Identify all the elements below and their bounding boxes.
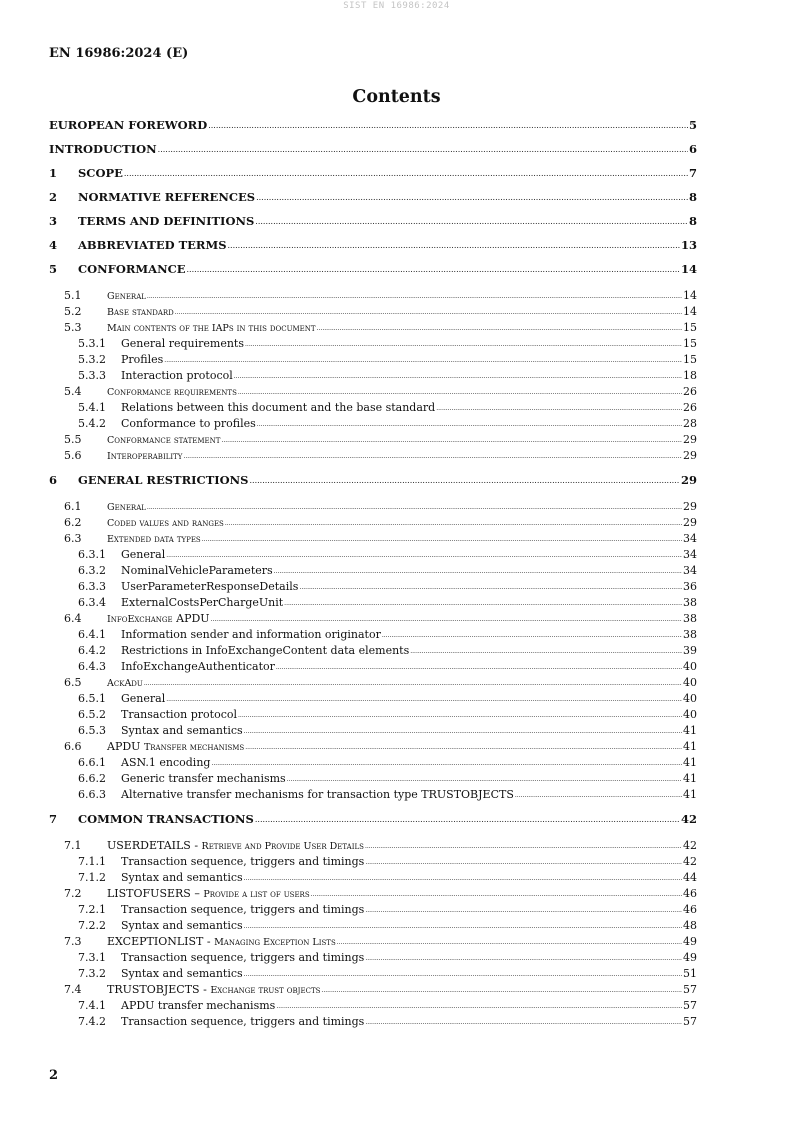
toc-entry-title: ExternalCostsPerChargeUnit: [121, 596, 284, 609]
toc-entry-page: 41: [683, 772, 697, 785]
toc-entry[interactable]: [49, 811, 697, 835]
toc-entry-page: 38: [683, 628, 697, 641]
toc-entry-page: 29: [680, 473, 697, 487]
toc-leader-dots: [284, 597, 682, 611]
toc-leader-dots: [158, 142, 688, 158]
toc-entry-page: 51: [683, 967, 697, 980]
toc-entry-number: 7.4.2: [78, 1015, 106, 1028]
toc-entry-title: APDU transfer mechanisms: [121, 999, 276, 1012]
toc-entry[interactable]: [49, 213, 697, 237]
toc-entry[interactable]: [49, 724, 697, 740]
toc-entry-title-main: InfoExchange: [107, 614, 173, 625]
toc-leader-dots: [244, 725, 682, 739]
toc-entry[interactable]: [49, 967, 697, 983]
toc-leader-dots: [245, 741, 682, 755]
toc-entry-page: 57: [683, 999, 697, 1012]
toc-entry-title: [107, 887, 310, 902]
toc-entry-number: 6.4: [64, 612, 82, 625]
toc-entry[interactable]: [49, 740, 697, 756]
toc-entry-page: 14: [680, 262, 697, 276]
toc-entry-title: Interoperability: [107, 451, 183, 462]
toc-leader-dots: [255, 214, 688, 230]
toc-entry[interactable]: [49, 692, 697, 708]
toc-entry[interactable]: [49, 1015, 697, 1031]
toc-entry-number: 6.3: [64, 532, 82, 545]
toc-entry-title-prefix: LISTOFUSERS –: [107, 887, 204, 900]
toc-entry[interactable]: [49, 516, 697, 532]
toc-entry-page: 41: [683, 788, 697, 801]
toc-entry[interactable]: [49, 580, 697, 596]
toc-entry-number: 5: [49, 262, 58, 276]
toc-entry-number: 6.6.3: [78, 788, 106, 801]
toc-entry-title: Coded values and ranges: [107, 518, 224, 529]
toc-entry-number: 7.3: [64, 935, 82, 948]
toc-entry-title: SCOPE: [78, 166, 123, 180]
toc-entry-title: ASN.1 encoding: [121, 756, 211, 769]
toc-leader-dots: [124, 166, 688, 182]
toc-leader-dots: [238, 709, 682, 723]
toc-leader-dots: [274, 565, 682, 579]
toc-entry[interactable]: [49, 289, 697, 305]
toc-entry-title: AckAdu: [107, 678, 143, 689]
toc-entry-page: 42: [680, 812, 697, 826]
toc-leader-dots: [321, 984, 682, 998]
toc-entry-title: General requirements: [121, 337, 244, 350]
toc-entry-number: 6.5: [64, 676, 82, 689]
toc-entry[interactable]: [49, 189, 697, 213]
toc-entry-number: 6.3.2: [78, 564, 106, 577]
toc-entry-number: 6.5.2: [78, 708, 106, 721]
toc-entry[interactable]: [49, 772, 697, 788]
toc-entry[interactable]: [49, 321, 697, 337]
toc-entry-page: 42: [683, 839, 697, 852]
toc-entry-page: 41: [683, 740, 697, 753]
toc-entry-page: 6: [688, 142, 697, 156]
toc-entry-number: 6.5.3: [78, 724, 106, 737]
toc-entry[interactable]: [49, 612, 697, 628]
toc-entry-page: 40: [683, 692, 697, 705]
toc-entry-page: 48: [683, 919, 697, 932]
toc-leader-dots: [287, 773, 682, 787]
toc-leader-dots: [208, 118, 688, 134]
toc-entry-number: 7: [49, 812, 58, 826]
toc-entry[interactable]: [49, 660, 697, 676]
toc-entry-number: 5.3.2: [78, 353, 106, 366]
toc-entry[interactable]: [49, 500, 697, 516]
toc-entry-number: 5.4.2: [78, 417, 106, 430]
toc-entry-number: 6.4.2: [78, 644, 106, 657]
toc-leader-dots: [365, 952, 682, 966]
toc-entry-number: 6.3.3: [78, 580, 106, 593]
toc-entry-title-prefix: EXCEPTIONLIST -: [107, 935, 215, 948]
toc-entry[interactable]: [49, 903, 697, 919]
toc-entry-title-prefix: USERDETAILS -: [107, 839, 202, 852]
toc-entry-page: 15: [683, 321, 697, 334]
toc-leader-dots: [255, 812, 680, 828]
toc-entry[interactable]: [49, 935, 697, 951]
watermark: SIST EN 16986:2024: [343, 1, 450, 11]
toc-entry-page: 14: [683, 305, 697, 318]
toc-entry-title: Interaction protocol: [121, 369, 233, 382]
toc-entry[interactable]: [49, 983, 697, 999]
toc-entry-title: Transaction sequence, triggers and timings: [121, 903, 365, 916]
toc-entry[interactable]: [49, 141, 697, 165]
toc-entry-title: Generic transfer mechanisms: [121, 772, 286, 785]
toc-entry[interactable]: [49, 887, 697, 903]
toc-entry[interactable]: [49, 855, 697, 871]
toc-entry-title: Main contents of the IAPs in this document: [107, 323, 316, 334]
toc-entry-page: 49: [683, 935, 697, 948]
toc-entry-number: 6.6: [64, 740, 82, 753]
toc-entry-number: 5.5: [64, 433, 82, 446]
toc-leader-dots: [244, 920, 682, 934]
toc-entry-number: 6.4.3: [78, 660, 106, 673]
toc-entry-title: INTRODUCTION: [49, 142, 157, 156]
toc-entry[interactable]: [49, 628, 697, 644]
toc-entry-page: 7: [688, 166, 697, 180]
toc-leader-dots: [175, 306, 682, 320]
toc-leader-dots: [365, 904, 682, 918]
toc-leader-dots: [144, 677, 682, 691]
toc-entry-page: 40: [683, 660, 697, 673]
toc-entry-title: Syntax and semantics: [121, 724, 243, 737]
toc-entry[interactable]: [49, 548, 697, 564]
contents-heading: Contents: [352, 87, 441, 107]
toc-leader-dots: [436, 402, 682, 416]
toc-entry-number: 6.2: [64, 516, 82, 529]
toc-entry[interactable]: [49, 417, 697, 433]
toc-leader-dots: [382, 629, 682, 643]
toc-entry-number: 7.2.1: [78, 903, 106, 916]
toc-leader-dots: [147, 290, 682, 304]
toc-entry-page: 8: [688, 214, 697, 228]
toc-entry-title: General: [121, 548, 166, 561]
toc-entry-number: 6.3.1: [78, 548, 106, 561]
toc-entry[interactable]: [49, 871, 697, 887]
toc-leader-dots: [211, 757, 682, 771]
toc-entry[interactable]: [49, 676, 697, 692]
toc-entry-title: [107, 983, 320, 998]
toc-entry-page: 28: [683, 417, 697, 430]
toc-entry[interactable]: [49, 564, 697, 580]
toc-entry-title: COMMON TRANSACTIONS: [78, 812, 254, 826]
toc-entry-title: Syntax and semantics: [121, 967, 243, 980]
toc-leader-dots: [249, 473, 680, 489]
toc-entry-number: 6.3.4: [78, 596, 106, 609]
toc-entry-title: NominalVehicleParameters: [121, 564, 273, 577]
toc-entry-number: 1: [49, 166, 58, 180]
toc-entry-page: 29: [683, 500, 697, 513]
toc-entry-title-suffix: APDU: [172, 612, 210, 625]
toc-entry-page: 49: [683, 951, 697, 964]
toc-entry-page: 38: [683, 612, 697, 625]
toc-entry-number: 6.1: [64, 500, 82, 513]
toc-leader-dots: [187, 262, 680, 278]
toc-entry-title: TERMS AND DEFINITIONS: [78, 214, 255, 228]
toc-entry-page: 18: [683, 369, 697, 382]
toc-entry-page: 42: [683, 855, 697, 868]
toc-entry-page: 57: [683, 1015, 697, 1028]
toc-entry-title: Conformance requirements: [107, 387, 237, 398]
toc-entry-number: 5.4.1: [78, 401, 106, 414]
toc-entry-title: EUROPEAN FOREWORD: [49, 118, 208, 132]
toc-entry[interactable]: [49, 449, 697, 465]
toc-entry-title: Syntax and semantics: [121, 919, 243, 932]
toc-entry-number: 6.6.2: [78, 772, 106, 785]
page-number: 2: [49, 1068, 59, 1083]
toc-leader-dots: [311, 888, 682, 902]
toc-entry[interactable]: [49, 596, 697, 612]
toc-entry-page: 15: [683, 337, 697, 350]
toc-entry-page: 34: [683, 564, 697, 577]
toc-entry-number: 5.4: [64, 385, 82, 398]
toc-entry-number: 5.6: [64, 449, 82, 462]
toc-entry[interactable]: [49, 337, 697, 353]
toc-entry-page: 8: [688, 190, 697, 204]
toc-entry-number: 5.1: [64, 289, 82, 302]
toc-entry[interactable]: [49, 117, 697, 141]
toc-entry-title: [107, 839, 364, 854]
toc-entry-page: 41: [683, 756, 697, 769]
toc-entry-number: 6.6.1: [78, 756, 106, 769]
toc-leader-dots: [410, 645, 682, 659]
toc-entry-title: General: [107, 291, 146, 302]
toc-leader-dots: [317, 322, 682, 336]
toc-entry-page: 46: [683, 887, 697, 900]
toc-leader-dots: [234, 370, 682, 384]
toc-entry-title: Conformance statement: [107, 435, 221, 446]
toc-entry[interactable]: [49, 237, 697, 261]
toc-entry-title: Restrictions in InfoExchangeContent data elements: [121, 644, 410, 657]
toc-entry-title: CONFORMANCE: [78, 262, 186, 276]
toc-entry-title: Transaction protocol: [121, 708, 238, 721]
toc-leader-dots: [276, 661, 682, 675]
toc-entry-page: 36: [683, 580, 697, 593]
toc-entry-title: Information sender and information originator: [121, 628, 381, 641]
toc-leader-dots: [365, 840, 682, 854]
toc-entry-number: 7.4.1: [78, 999, 106, 1012]
toc-entry-title: General: [107, 502, 146, 513]
toc-entry[interactable]: [49, 756, 697, 772]
toc-entry-title-main: Transfer mechanisms: [143, 742, 245, 753]
toc-entry-title: Conformance to profiles: [121, 417, 256, 430]
toc-entry-page: 26: [683, 401, 697, 414]
toc-entry-title-prefix: APDU: [107, 740, 144, 753]
toc-entry-number: 5.3.3: [78, 369, 106, 382]
toc-leader-dots: [228, 238, 680, 254]
toc-entry-title-main: Retrieve and Provide User Details: [201, 841, 364, 852]
toc-entry-title-main: Provide a list of users: [203, 889, 310, 900]
toc-entry[interactable]: [49, 788, 697, 804]
toc-entry-title-main: Managing Exception Lists: [214, 937, 336, 948]
toc-entry-title: GENERAL RESTRICTIONS: [78, 473, 249, 487]
toc-entry-page: 13: [680, 238, 697, 252]
toc-entry-page: 29: [683, 449, 697, 462]
toc-entry-page: 29: [683, 433, 697, 446]
toc-entry-title-main: Exchange trust objects: [210, 985, 321, 996]
toc-entry-page: 29: [683, 516, 697, 529]
toc-entry-title: InfoExchangeAuthenticator: [121, 660, 275, 673]
toc-entry-page: 41: [683, 724, 697, 737]
toc-entry-number: 5.2: [64, 305, 82, 318]
toc-leader-dots: [257, 418, 682, 432]
toc-entry-page: 34: [683, 548, 697, 561]
toc-entry[interactable]: [49, 532, 697, 548]
toc-entry[interactable]: [49, 839, 697, 855]
toc-entry[interactable]: [49, 305, 697, 321]
toc-entry[interactable]: [49, 708, 697, 724]
toc-leader-dots: [238, 386, 682, 400]
toc-leader-dots: [225, 517, 682, 531]
toc-leader-dots: [365, 856, 682, 870]
toc-entry-page: 14: [683, 289, 697, 302]
toc-entry[interactable]: [49, 353, 697, 369]
toc-entry-number: 6.5.1: [78, 692, 106, 705]
toc-entry-title: General: [121, 692, 166, 705]
toc-entry-title: Syntax and semantics: [121, 871, 243, 884]
toc-entry[interactable]: [49, 261, 697, 285]
toc-entry-number: 7.2: [64, 887, 82, 900]
toc-entry-number: 7.3.1: [78, 951, 106, 964]
toc-entry-title: Transaction sequence, triggers and timings: [121, 951, 365, 964]
toc-entry-page: 57: [683, 983, 697, 996]
toc-entry-title: Alternative transfer mechanisms for transaction type TRUSTOBJECTS: [121, 788, 514, 801]
toc-leader-dots: [244, 968, 682, 982]
document-identifier: EN 16986:2024 (E): [49, 46, 189, 61]
toc-entry-title: [107, 740, 244, 755]
toc-leader-dots: [276, 1000, 682, 1014]
toc-leader-dots: [166, 549, 682, 563]
toc-entry-title: Base standard: [107, 307, 174, 318]
toc-entry-page: 5: [688, 118, 697, 132]
toc-leader-dots: [202, 533, 682, 547]
toc-leader-dots: [244, 872, 682, 886]
toc-entry-page: 39: [683, 644, 697, 657]
toc-entry-number: 6.4.1: [78, 628, 106, 641]
toc-entry-page: 15: [683, 353, 697, 366]
toc-entry-page: 34: [683, 532, 697, 545]
toc-entry-title: Profiles: [121, 353, 164, 366]
toc-leader-dots: [299, 581, 682, 595]
toc-leader-dots: [164, 354, 682, 368]
toc-entry-title: ABBREVIATED TERMS: [78, 238, 227, 252]
toc-leader-dots: [221, 434, 682, 448]
toc-entry[interactable]: [49, 644, 697, 660]
toc-entry-page: 44: [683, 871, 697, 884]
toc-entry-number: 7.1.1: [78, 855, 106, 868]
toc-entry-title: UserParameterResponseDetails: [121, 580, 299, 593]
toc-entry-number: 6: [49, 473, 58, 487]
toc-leader-dots: [183, 450, 682, 464]
toc-entry[interactable]: [49, 433, 697, 449]
toc-entry-number: 7.1.2: [78, 871, 106, 884]
toc-entry[interactable]: [49, 401, 697, 417]
toc-entry-title-prefix: TRUSTOBJECTS -: [107, 983, 211, 996]
toc-entry-title: Relations between this document and the base standard: [121, 401, 436, 414]
toc-entry[interactable]: [49, 165, 697, 189]
toc-entry-number: 2: [49, 190, 58, 204]
toc-entry-page: 26: [683, 385, 697, 398]
toc-entry-title: NORMATIVE REFERENCES: [78, 190, 256, 204]
toc-entry-number: 7.1: [64, 839, 82, 852]
toc-leader-dots: [147, 501, 682, 515]
toc-entry-number: 5.3: [64, 321, 82, 334]
toc-leader-dots: [365, 1016, 682, 1030]
toc-entry-number: 7.4: [64, 983, 82, 996]
toc-entry-title: [107, 612, 210, 627]
toc-entry-page: 46: [683, 903, 697, 916]
toc-entry-number: 5.3.1: [78, 337, 106, 350]
toc-entry-number: 4: [49, 238, 58, 252]
toc-entry[interactable]: [49, 919, 697, 935]
toc-entry-number: 3: [49, 214, 58, 228]
toc-entry[interactable]: [49, 472, 697, 496]
toc-entry-title: [107, 935, 336, 950]
toc-leader-dots: [245, 338, 682, 352]
toc-entry-page: 38: [683, 596, 697, 609]
toc-entry-number: 7.3.2: [78, 967, 106, 980]
toc-leader-dots: [515, 789, 682, 803]
toc-entry[interactable]: [49, 369, 697, 385]
toc-leader-dots: [256, 190, 688, 206]
toc-entry-title: Transaction sequence, triggers and timings: [121, 855, 365, 868]
toc-leader-dots: [166, 693, 682, 707]
toc-entry-title: Extended data types: [107, 534, 201, 545]
toc-entry[interactable]: [49, 999, 697, 1015]
toc-entry[interactable]: [49, 951, 697, 967]
toc-entry-page: 40: [683, 676, 697, 689]
toc-entry-number: 7.2.2: [78, 919, 106, 932]
toc-entry-title: Transaction sequence, triggers and timings: [121, 1015, 365, 1028]
toc-entry-page: 40: [683, 708, 697, 721]
toc-entry[interactable]: [49, 385, 697, 401]
table-of-contents: [49, 117, 697, 1031]
toc-leader-dots: [337, 936, 682, 950]
toc-leader-dots: [211, 613, 682, 627]
